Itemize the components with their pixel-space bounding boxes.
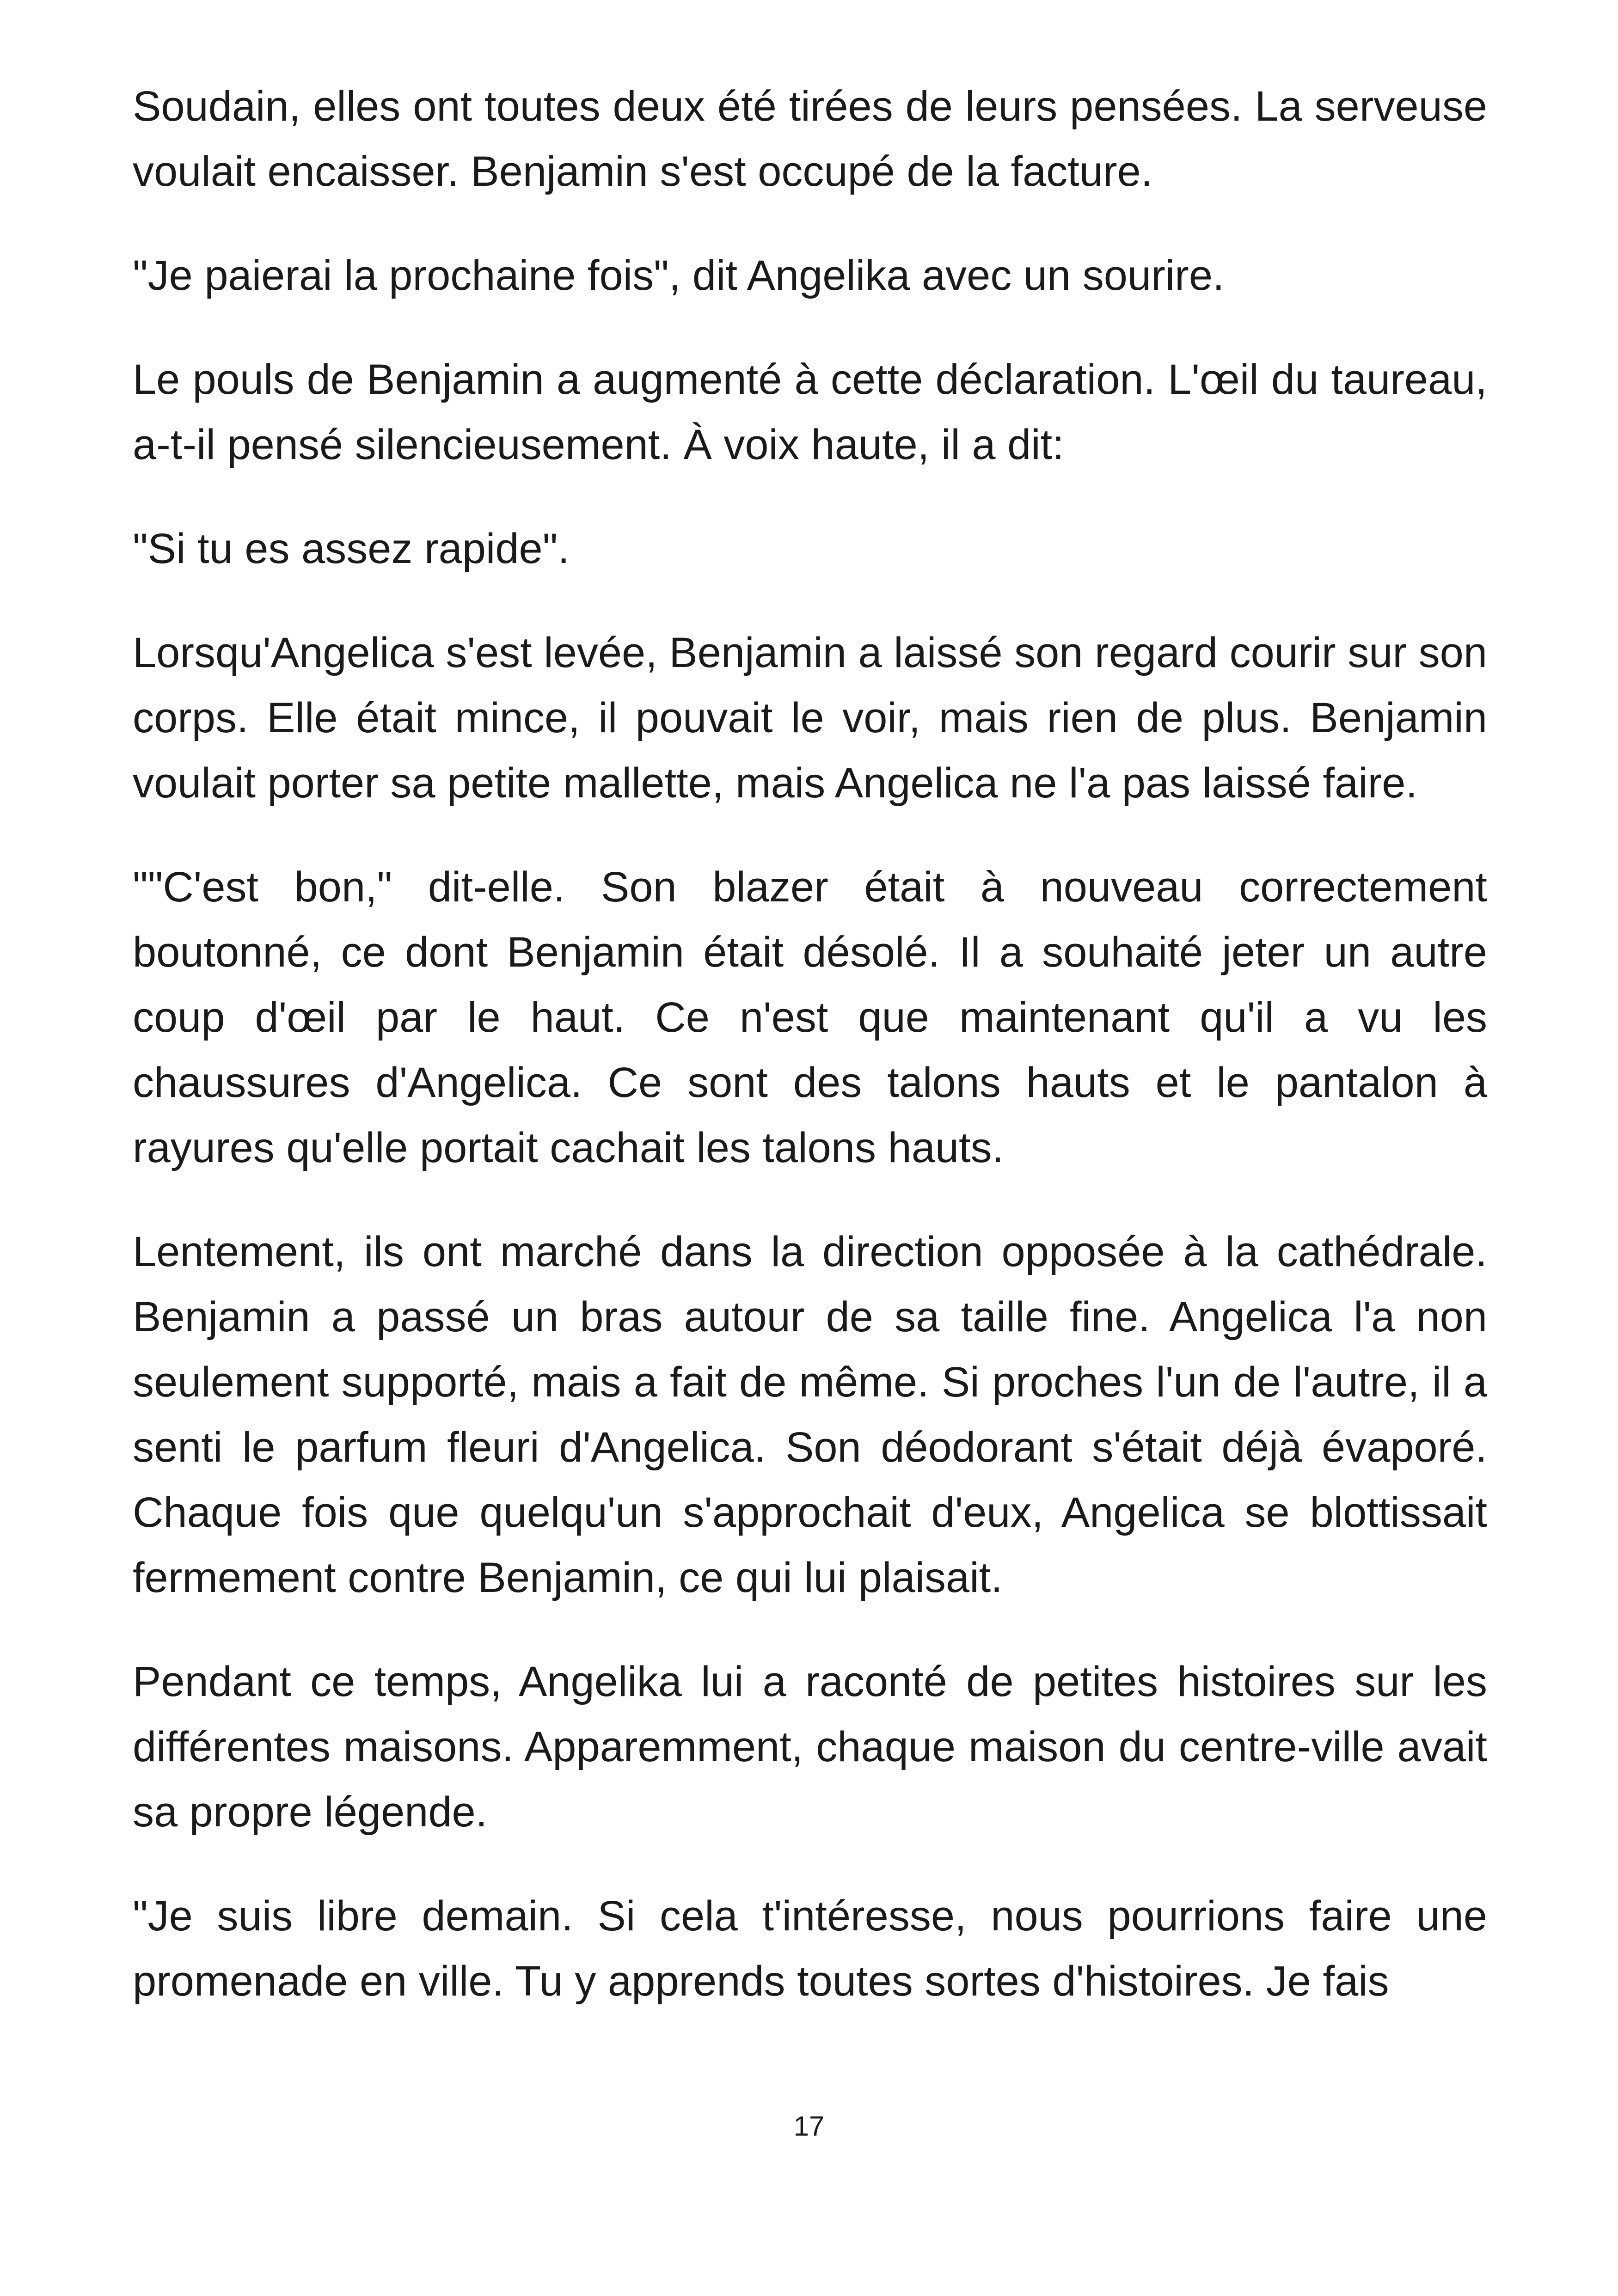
paragraph: "Je paierai la prochaine fois", dit Angelika avec un sourire. — [133, 252, 1225, 299]
paragraph: Soudain, elles ont toutes deux été tirées de leurs pensées. La serveuse voulait encaisser. Benjamin s'est occupé de la facture. — [133, 83, 1487, 195]
page-number: 17 — [793, 2111, 825, 2142]
paragraph: Pendant ce temps, Angelika lui a raconté de petites histoires sur les différentes maisons. Apparemment, chaque maison du centre-ville avait sa propre légende. — [133, 1658, 1487, 1836]
paragraph: "Si tu es assez rapide". — [133, 525, 570, 572]
body-text — [133, 74, 1487, 2014]
paragraph: Lentement, ils ont marché dans la direction opposée à la cathédrale. Benjamin a passé un bras autour de sa taille fine. Angelica l'a non seulement supporté, mais a fait de même. Si proches l'un de l'autre, il a senti le parfum fleuri d'Angelica. Son déodorant s'était déjà évaporé. Chaque fois que quelqu'un s'approchait d'eux, Angelica se blottissait fermement contre Benjamin, ce qui lui plaisait. — [133, 1228, 1487, 1601]
paragraph: ""C'est bon," dit-elle. Son blazer était à nouveau correctement boutonné, ce dont Benjamin était désolé. Il a souhaité jeter un autre coup d'œil par le haut. Ce n'est que maintenant qu'il a vu les chaussures d'Angelica. Ce sont des talons hauts et le pantalon à rayures qu'elle portait cachait les talons hauts. — [133, 863, 1487, 1171]
paragraph: Le pouls de Benjamin a augmenté à cette déclaration. L'œil du taureau, a-t-il pensé silencieusement. À voix haute, il a dit: — [133, 356, 1487, 468]
paragraph: Lorsqu'Angelica s'est levée, Benjamin a laissé son regard courir sur son corps. Elle était mince, il pouvait le voir, mais rien de plus. Benjamin voulait porter sa petite mallette, mais Angelica ne l'a pas laissé faire. — [133, 629, 1487, 807]
paragraph: "Je suis libre demain. Si cela t'intéresse, nous pourrions faire une promenade en ville. Tu y apprends toutes sortes d'histoires. Je fais — [133, 1892, 1487, 2005]
